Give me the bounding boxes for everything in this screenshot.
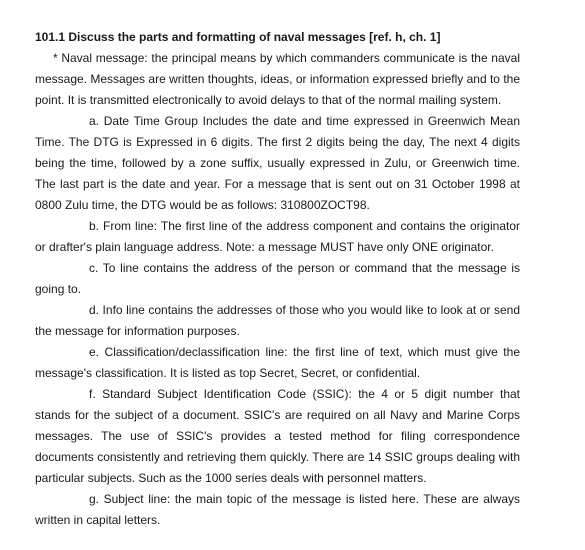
paragraph-info-line: d. Info line contains the addresses of those who you would like to look at or send the message for information purposes.	[35, 303, 520, 338]
paragraph-ssic: f. Standard Subject Identification Code (SSIC): the 4 or 5 digit number that stands for the subject of a document. SSIC's are required on all Navy and Marine Corps messages. The use of SSIC's provides a tested method for filing correspondence documents consistently and retrieving them quickly. There are 14 SSIC groups dealing with particular subjects. Such as the 1000 series deals with personnel matters.	[35, 387, 520, 485]
paragraph-to-line: c. To line contains the address of the person or command that the message is going to.	[35, 261, 520, 296]
paragraph-date-time-group: a. Date Time Group Includes the date and time expressed in Greenwich Mean Time. The DTG is Expressed in 6 digits. The first 2 digits being the day, The next 4 digits being the time, followed by a zone suffix, usually expressed in Zulu, or Greenwich time. The last part is the date and year. For a message that is sent out on 31 October 1998 at 0800 Zulu time, the DTG would be as follows: 310800ZOCT98.	[35, 114, 520, 212]
paragraph-classification-line: e. Classification/declassification line: the first line of text, which must give the message's classification. It is listed as top Secret, Secret, or confidential.	[35, 345, 520, 380]
document-body	[35, 27, 520, 531]
section-heading: 101.1 Discuss the parts and formatting of naval messages [ref. h, ch. 1]	[35, 30, 441, 44]
paragraph-subject-line: g. Subject line: the main topic of the message is listed here. These are always written in capital letters.	[35, 492, 520, 527]
paragraph-from-line: b. From line: The first line of the address component and contains the originator or drafter's plain language address. Note: a message MUST have only ONE originator.	[35, 219, 520, 254]
paragraph-naval-message: * Naval message: the principal means by which commanders communicate is the naval message. Messages are written thoughts, ideas, or information expressed briefly and to the point. It is transmitted electronically to avoid delays to that of the normal mailing system.	[35, 51, 520, 107]
